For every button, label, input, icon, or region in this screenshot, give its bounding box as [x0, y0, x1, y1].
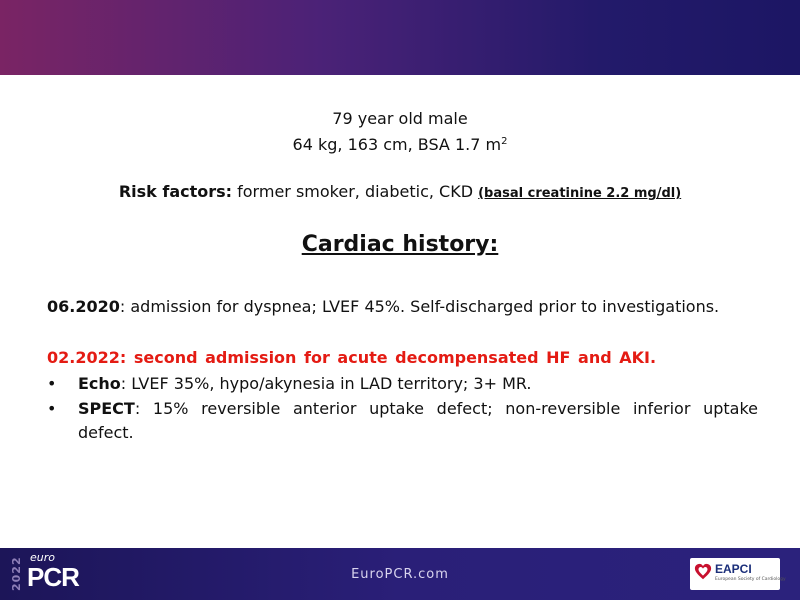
patient-line2	[0, 135, 800, 154]
entry-2020-text: : admission for dyspnea; LVEF 45%. Self-discharged prior to investigations.	[119, 297, 720, 316]
top-banner	[0, 0, 800, 75]
footer-bar	[0, 548, 800, 600]
patient-line1: 79 year old male	[332, 109, 468, 128]
entry-2020-date: 06.2020	[47, 297, 120, 316]
bullet-dot: •	[47, 374, 57, 393]
europcr-logo: PCR	[27, 562, 79, 592]
esc-subtitle: European Society of Cardiology	[715, 577, 786, 582]
eapci-name: EAPCI	[715, 562, 752, 576]
risk-factors-line	[0, 182, 800, 201]
spect-label: SPECT	[78, 399, 135, 418]
patient-measurements: 64 kg, 163 cm, BSA 1.7 m	[292, 135, 502, 154]
risk-factors-label: Risk factors:	[118, 182, 233, 201]
bullet-echo	[47, 372, 757, 396]
cardiac-history-title: Cardiac history:	[301, 232, 499, 257]
website-link[interactable]: EuroPCR.com	[351, 567, 449, 582]
bullet-echo-text	[78, 372, 758, 396]
eapci-logo	[690, 558, 786, 590]
history-entry-2020	[47, 297, 757, 316]
slide-content	[0, 75, 800, 548]
bullet-spect	[47, 397, 757, 447]
creatinine-note: (basal creatinine 2.2 mg/dl)	[478, 186, 682, 201]
bullet-dot: •	[47, 399, 57, 418]
bullet-spect-text	[78, 397, 758, 445]
congress-year: 2022	[10, 556, 23, 592]
echo-label: Echo	[78, 374, 121, 393]
logo-euro-text: euro	[30, 551, 55, 564]
bsa-exponent: 2	[501, 136, 508, 147]
heart-icon	[694, 563, 712, 581]
history-entry-2022: 02.2022: second admission for acute decompensated HF and AKI.	[47, 348, 657, 367]
echo-detail: : LVEF 35%, hypo/akynesia in LAD territory; 3+ MR.	[120, 374, 532, 393]
spect-detail: : 15% reversible anterior uptake defect; non-reversible inferior uptake defect.	[78, 399, 758, 442]
risk-factors-text: former smoker, diabetic, CKD	[232, 182, 479, 201]
